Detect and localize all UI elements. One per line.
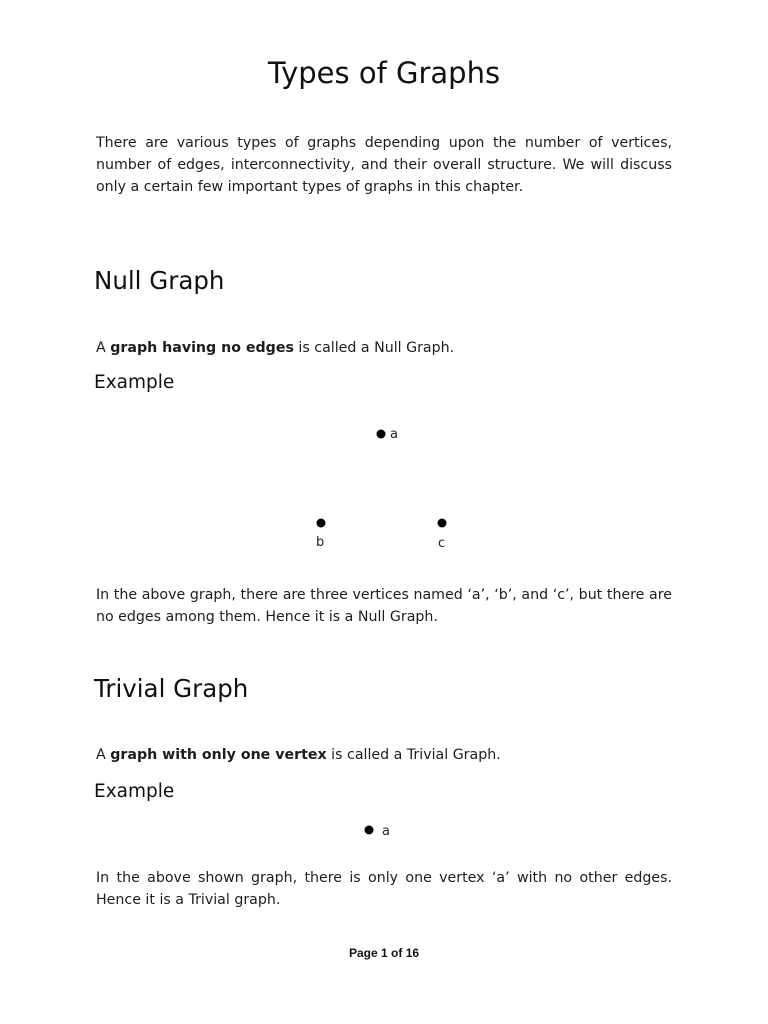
trivial-graph-heading: Trivial Graph	[94, 674, 249, 703]
vertex-dot	[377, 430, 386, 439]
vertex-a	[377, 427, 398, 442]
vertex-b	[316, 519, 326, 551]
null-graph-definition	[96, 340, 454, 356]
page-word: Page	[348, 946, 378, 960]
trivial-graph-explanation: In the above shown graph, there is only one vertex ‘a’ with no other edges. Hence it is a Trivial graph.	[96, 870, 672, 908]
of-word: of	[391, 946, 403, 960]
trivial-graph-example-heading: Example	[94, 781, 175, 802]
null-graph-heading: Null Graph	[94, 266, 225, 295]
page-total: 16	[405, 946, 420, 960]
page-number: 1	[380, 946, 388, 960]
page-title: Types of Graphs	[267, 56, 501, 90]
definition-suffix: is called a Trivial Graph.	[326, 747, 501, 763]
page-number-footer	[0, 946, 768, 960]
vertex-a	[365, 824, 390, 839]
vertex-dot	[438, 519, 447, 528]
definition-emphasis: graph with only one vertex	[110, 747, 327, 763]
vertex-dot	[365, 826, 374, 835]
vertex-label: c	[438, 536, 446, 551]
intro-paragraph: There are various types of graphs depending upon the number of vertices, number of edges, interconnectivity, and their overall structure. We will discuss only a certain few important types of graphs in this chapter.	[96, 135, 672, 195]
vertex-label: b	[316, 535, 325, 550]
definition-emphasis: graph having no edges	[110, 340, 294, 356]
definition-suffix: is called a Null Graph.	[293, 340, 455, 356]
vertex-dot	[317, 519, 326, 528]
definition-prefix: A	[96, 747, 111, 763]
vertex-label: a	[382, 824, 390, 839]
null-graph-explanation: In the above graph, there are three vertices named ‘a’, ‘b’, and ‘c’, but there are no edges among them. Hence it is a Null Graph.	[96, 587, 672, 625]
null-graph-figure	[0, 410, 768, 560]
vertex-label: a	[390, 427, 398, 442]
definition-prefix: A	[96, 340, 111, 356]
trivial-graph-definition	[96, 747, 501, 763]
trivial-graph-figure	[0, 816, 768, 846]
vertex-c	[438, 519, 447, 552]
null-graph-example-heading: Example	[94, 372, 175, 393]
